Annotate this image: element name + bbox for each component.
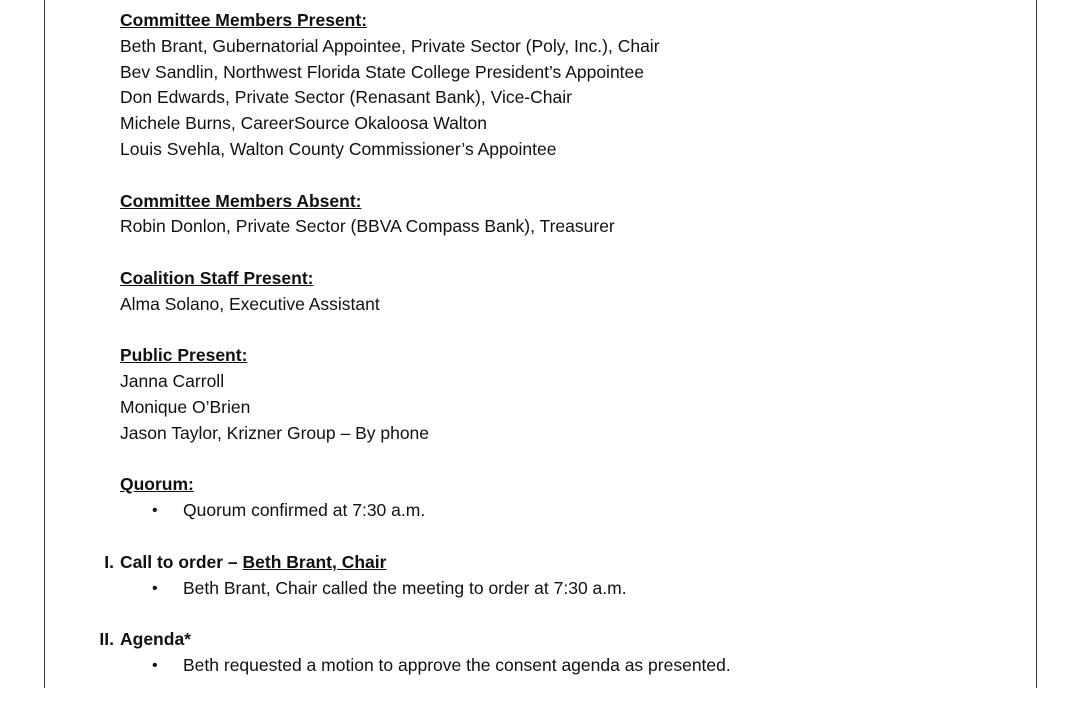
absent-member-line: Robin Donlon, Private Sector (BBVA Compass Bank), Treasurer [120,216,615,237]
item-presenter: Beth Brant, Chair [242,551,387,572]
quorum-section [120,472,1020,524]
agenda-item-2 [99,627,1020,679]
members-absent-heading: Committee Members Absent: [120,190,362,211]
agenda-item-1-title [104,550,1020,576]
members-present-heading: Committee Members Present: [120,10,368,30]
item-number: II. [99,629,114,650]
public-line: Jason Taylor, Krizner Group – By phone [120,422,430,443]
minutes-body [99,8,1020,705]
public-line: Monique O’Brien [120,396,251,417]
item-title: Agenda* [120,629,191,650]
member-line: Bev Sandlin, Northwest Florida State College President’s Appointee [120,61,645,82]
item-1-bullet: • Beth Brant, Chair called the meeting to order at 7:30 a.m. [120,576,1020,602]
members-absent-section [120,189,1020,241]
item-title: Call to order – [120,551,243,572]
public-line: Janna Carroll [120,371,225,392]
agenda-item-1 [104,550,1020,602]
quorum-bullet: • Quorum confirmed at 7:30 a.m. [120,498,1020,524]
member-line: Louis Svehla, Walton County Commissioner’s Appointee [120,138,557,159]
member-line: Michele Burns, CareerSource Okaloosa Walton [120,113,488,134]
agenda-item-2-title [99,627,1020,653]
item-number: I. [104,551,114,572]
item-1-bullets [120,576,1020,602]
quorum-bullets [120,498,1020,524]
item-2-bullet: • Beth requested a motion to approve the consent agenda as presented. [120,653,1020,679]
staff-present-section [120,266,1020,318]
staff-present-heading: Coalition Staff Present: [120,267,314,288]
quorum-heading: Quorum: [120,474,194,495]
public-present-heading: Public Present: [120,345,248,366]
members-present-section [120,8,1020,163]
staff-line: Alma Solano, Executive Assistant [120,293,380,314]
member-line: Beth Brant, Gubernatorial Appointee, Private Sector (Poly, Inc.), Chair [120,35,660,56]
public-present-section [120,343,1020,446]
member-line: Don Edwards, Private Sector (Renasant Bank), Vice-Chair [120,87,572,108]
